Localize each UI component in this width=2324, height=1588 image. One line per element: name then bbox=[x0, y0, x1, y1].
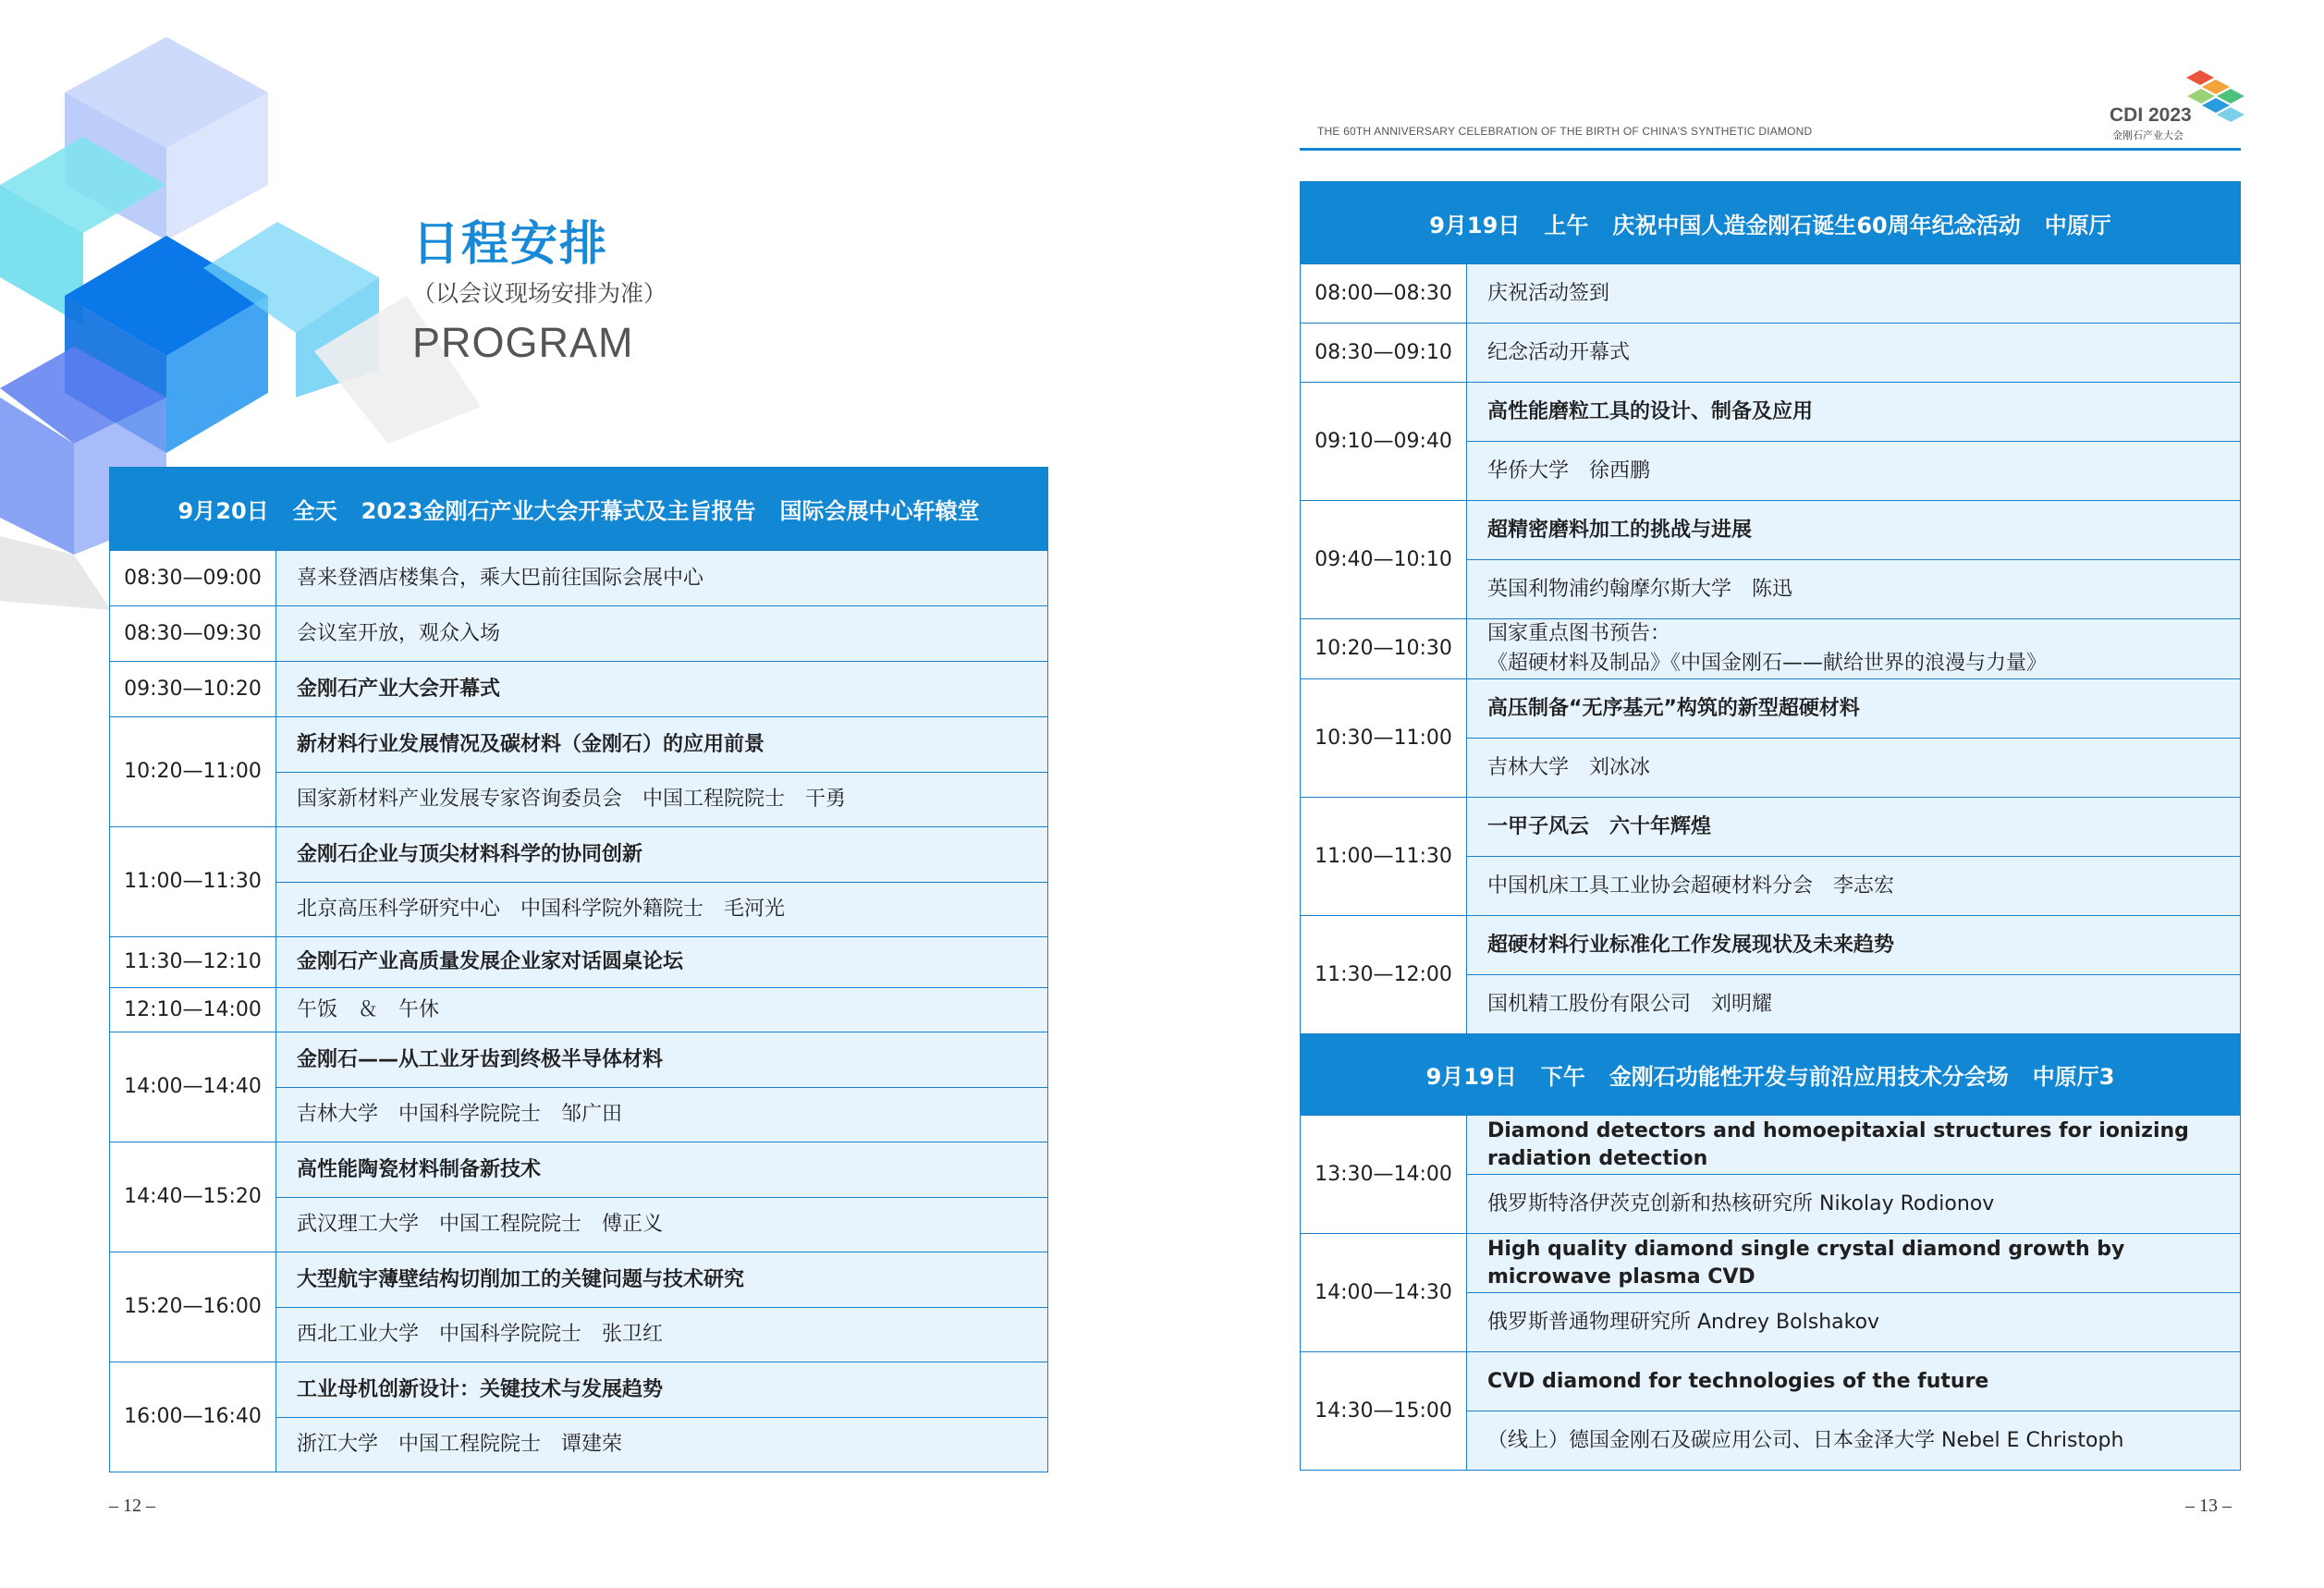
table-row bbox=[110, 937, 1048, 988]
schedule-table-sep20 bbox=[109, 467, 1048, 1472]
table-row bbox=[110, 988, 1048, 1032]
schedule-header-cell bbox=[1301, 1034, 2241, 1116]
page-number-right: – 13 – bbox=[2185, 1496, 2232, 1516]
time-cell: 12:10—14:00 bbox=[110, 988, 276, 1032]
agenda-title: 高压制备“无序基元”构筑的新型超硬材料 bbox=[1467, 679, 2241, 739]
time-cell: 11:00—11:30 bbox=[1301, 798, 1467, 916]
agenda-item: 庆祝活动签到 bbox=[1467, 264, 2241, 324]
table-row bbox=[110, 1032, 1048, 1088]
schedule-header bbox=[1301, 182, 2241, 264]
agenda-title: 大型航宇薄壁结构切削加工的关键问题与技术研究 bbox=[276, 1252, 1048, 1308]
table-row bbox=[1301, 501, 2241, 560]
header-date: 9月20日 bbox=[177, 498, 269, 524]
page-number-left: – 12 – bbox=[109, 1496, 155, 1516]
anniversary-banner-text: THE 60TH ANNIVERSARY CELEBRATION OF THE BIRTH OF CHINA'S SYNTHETIC DIAMOND bbox=[1317, 125, 1813, 138]
table-row bbox=[110, 662, 1048, 717]
header-venue: 国际会展中心轩辕堂 bbox=[779, 498, 980, 524]
table-row bbox=[1301, 619, 2241, 679]
agenda-speaker: （线上）德国金刚石及碳应用公司、日本金泽大学 Nebel E Christoph bbox=[1467, 1411, 2241, 1471]
agenda-speaker: 西北工业大学 中国科学院院士 张卫红 bbox=[276, 1308, 1048, 1362]
agenda-item: 金刚石产业高质量发展企业家对话圆桌论坛 bbox=[276, 937, 1048, 988]
agenda-item: 纪念活动开幕式 bbox=[1467, 324, 2241, 383]
agenda-speaker: 国家新材料产业发展专家咨询委员会 中国工程院院士 干勇 bbox=[276, 773, 1048, 827]
time-cell: 13:30—14:00 bbox=[1301, 1116, 1467, 1234]
header-period: 下午 bbox=[1540, 1064, 1585, 1090]
agenda-title: 超硬材料行业标准化工作发展现状及未来趋势 bbox=[1467, 916, 2241, 975]
table-row bbox=[1301, 1116, 2241, 1175]
table-row bbox=[1301, 1352, 2241, 1411]
time-cell: 08:30—09:00 bbox=[110, 551, 276, 606]
time-cell: 14:40—15:20 bbox=[110, 1142, 276, 1252]
agenda-speaker: 武汉理工大学 中国工程院院士 傅正义 bbox=[276, 1198, 1048, 1252]
agenda-speaker: 俄罗斯普通物理研究所 Andrey Bolshakov bbox=[1467, 1293, 2241, 1352]
agenda-title: 新材料行业发展情况及碳材料（金刚石）的应用前景 bbox=[276, 717, 1048, 773]
table-row bbox=[110, 1362, 1048, 1418]
agenda-item: 会议室开放，观众入场 bbox=[276, 606, 1048, 662]
logo-subtext: 金刚石产业大会 bbox=[2112, 129, 2183, 141]
time-cell: 16:00—16:40 bbox=[110, 1362, 276, 1472]
agenda-item: 午饭 ＆ 午休 bbox=[276, 988, 1048, 1032]
table-row bbox=[110, 606, 1048, 662]
agenda-title: 金刚石企业与顶尖材料科学的协同创新 bbox=[276, 827, 1048, 883]
table-row bbox=[1301, 324, 2241, 383]
time-cell: 14:00—14:30 bbox=[1301, 1234, 1467, 1352]
agenda-title: 超精密磨料加工的挑战与进展 bbox=[1467, 501, 2241, 560]
agenda-title: CVD diamond for technologies of the future bbox=[1467, 1352, 2241, 1411]
table-row bbox=[110, 717, 1048, 773]
header-period: 上午 bbox=[1544, 212, 1589, 238]
table-row bbox=[1301, 383, 2241, 442]
book-titles: 《超硬材料及制品》《中国金刚石——献给世界的浪漫与力量》 bbox=[1487, 652, 2048, 675]
agenda-title: 工业母机创新设计：关键技术与发展趋势 bbox=[276, 1362, 1048, 1418]
logo-text: CDI 2023 bbox=[2110, 104, 2192, 126]
schedule-header bbox=[110, 468, 1048, 551]
header-venue: 中原厅 bbox=[2044, 212, 2111, 238]
agenda-title: 高性能陶瓷材料制备新技术 bbox=[276, 1142, 1048, 1198]
time-cell: 10:20—10:30 bbox=[1301, 619, 1467, 679]
time-cell: 10:30—11:00 bbox=[1301, 679, 1467, 798]
page-title: 日程安排 bbox=[412, 217, 609, 272]
time-cell: 14:00—14:40 bbox=[110, 1032, 276, 1142]
schedule-header-cell bbox=[1301, 182, 2241, 264]
table-row bbox=[1301, 679, 2241, 739]
time-cell: 08:30—09:10 bbox=[1301, 324, 1467, 383]
agenda-title: Diamond detectors and homoepitaxial structures for ionizing radiation detection bbox=[1467, 1116, 2241, 1175]
time-cell: 11:00—11:30 bbox=[110, 827, 276, 937]
agenda-speaker: 吉林大学 中国科学院院士 邹广田 bbox=[276, 1088, 1048, 1142]
header-venue: 中原厅3 bbox=[2032, 1064, 2115, 1090]
table-row bbox=[1301, 1234, 2241, 1293]
agenda-item: 金刚石产业大会开幕式 bbox=[276, 662, 1048, 717]
header-event: 2023金刚石产业大会开幕式及主旨报告 bbox=[361, 498, 756, 524]
book-preview-label: 国家重点图书预告： bbox=[1487, 622, 1671, 645]
time-cell: 09:10—09:40 bbox=[1301, 383, 1467, 501]
table-row bbox=[1301, 916, 2241, 975]
agenda-title: 一甲子风云 六十年辉煌 bbox=[1467, 798, 2241, 857]
table-row bbox=[110, 827, 1048, 883]
time-cell: 11:30—12:00 bbox=[1301, 916, 1467, 1034]
time-cell: 15:20—16:00 bbox=[110, 1252, 276, 1362]
table-row bbox=[110, 551, 1048, 606]
table-row bbox=[1301, 264, 2241, 324]
header-event: 金刚石功能性开发与前沿应用技术分会场 bbox=[1608, 1064, 2009, 1090]
header-period: 全天 bbox=[292, 498, 337, 524]
header-date: 9月19日 bbox=[1425, 1064, 1517, 1090]
time-cell: 08:00—08:30 bbox=[1301, 264, 1467, 324]
time-cell: 09:30—10:20 bbox=[110, 662, 276, 717]
agenda-speaker: 国机精工股份有限公司 刘明耀 bbox=[1467, 975, 2241, 1034]
table-row bbox=[110, 1252, 1048, 1308]
page-title-english: PROGRAM bbox=[412, 319, 634, 366]
agenda-speaker: 吉林大学 刘冰冰 bbox=[1467, 739, 2241, 798]
schedule-table-sep19 bbox=[1300, 181, 2241, 1471]
time-cell: 09:40—10:10 bbox=[1301, 501, 1467, 619]
header-date: 9月19日 bbox=[1429, 212, 1521, 238]
agenda-speaker: 俄罗斯特洛伊茨克创新和热核研究所 Nikolay Rodionov bbox=[1467, 1175, 2241, 1234]
time-cell: 10:20—11:00 bbox=[110, 717, 276, 827]
table-row bbox=[1301, 798, 2241, 857]
agenda-item: 喜来登酒店楼集合，乘大巴前往国际会展中心 bbox=[276, 551, 1048, 606]
page-subtitle: （以会议现场安排为准） bbox=[412, 280, 667, 307]
agenda-item bbox=[1467, 619, 2241, 679]
table-row bbox=[110, 1142, 1048, 1198]
agenda-speaker: 华侨大学 徐西鹏 bbox=[1467, 442, 2241, 501]
time-cell: 08:30—09:30 bbox=[110, 606, 276, 662]
agenda-speaker: 英国利物浦约翰摩尔斯大学 陈迅 bbox=[1467, 560, 2241, 619]
header-event: 庆祝中国人造金刚石诞生60周年纪念活动 bbox=[1612, 212, 2021, 238]
header-rule bbox=[1300, 148, 2241, 151]
agenda-title: High quality diamond single crystal diamond growth by microwave plasma CVD bbox=[1467, 1234, 2241, 1293]
schedule-header-afternoon bbox=[1301, 1034, 2241, 1116]
time-cell: 14:30—15:00 bbox=[1301, 1352, 1467, 1471]
agenda-title: 高性能磨粒工具的设计、制备及应用 bbox=[1467, 383, 2241, 442]
agenda-title: 金刚石——从工业牙齿到终极半导体材料 bbox=[276, 1032, 1048, 1088]
agenda-speaker: 浙江大学 中国工程院院士 谭建荣 bbox=[276, 1418, 1048, 1472]
schedule-header-cell bbox=[110, 468, 1048, 551]
agenda-speaker: 北京高压科学研究中心 中国科学院外籍院士 毛河光 bbox=[276, 883, 1048, 937]
agenda-speaker: 中国机床工具工业协会超硬材料分会 李志宏 bbox=[1467, 857, 2241, 916]
time-cell: 11:30—12:10 bbox=[110, 937, 276, 988]
